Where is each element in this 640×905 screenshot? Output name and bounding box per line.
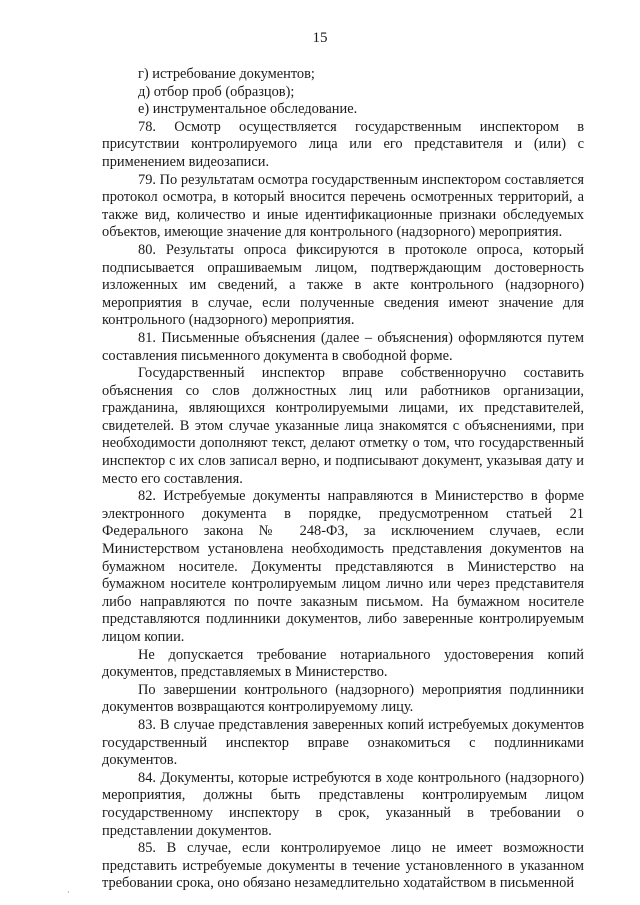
document-body <box>102 66 584 893</box>
list-item-document-request: г) истребование документов; <box>138 66 315 82</box>
paragraph-82: 82. Истребуемые документы направляются в Министерство в форме электронного документа в порядке, предусмотренном статьей 21 Федерального закона № 248-ФЗ, за исключением случаев, если Министерством установлена необходимость представления документов на бумажном носителе. Документы представляются в Министерство на бумажном носителе контролируемым лицом лично или через представителя либо направляются по почте заказным письмом. На бумажном носителе представляются подлинники документов, либо заверенные контролируемым лицом копии. <box>102 488 584 645</box>
page-number: 15 <box>312 30 328 46</box>
paragraph-79: 79. По результатам осмотра государственным инспектором составляется протокол осмотра, в который вносится перечень осмотренных территорий, а также вид, количество и иные идентификационные признаки обследуемых объектов, имеющие значение для контрольного (надзорного) мероприятия. <box>102 171 584 241</box>
list-item-instrumental-inspection: е) инструментальное обследование. <box>138 101 358 118</box>
paragraph-84: 84. Документы, которые истребуются в ходе контрольного (надзорного) мероприятия, должны быть представлены контролируемым лицом государственному инспектору в срок, указанный в требовании о представлении документов. <box>102 769 584 839</box>
paragraph-85: 85. В случае, если контролируемое лицо не имеет возможности представить истребуемые документы в течение установленного в указанном требовании срока, оно обязано незамедлительно ходатайством в письменной <box>102 840 584 892</box>
scan-dot-mark: · <box>67 888 70 897</box>
paragraph-80: 80. Результаты опроса фиксируются в протоколе опроса, который подписывается опрашиваемым лицом, подтверждающим достоверность изложенных им сведений, а также в акте контрольного (надзорного) мероприятия в случае, если полученные сведения имеют значение для контрольного (надзорного) мероприятия. <box>102 241 584 329</box>
paragraph-81: 81. Письменные объяснения (далее – объяснения) оформляются путем составления письменного документа в свободной форме. <box>102 329 584 364</box>
paragraph-83: 83. В случае представления заверенных копий истребуемых документов государственный инспектор вправе ознакомиться с подлинниками документов. <box>102 716 584 769</box>
paragraph-82-return: По завершении контрольного (надзорного) мероприятия подлинники документов возвращаются контролируемому лицу. <box>102 681 584 716</box>
paragraph-78: 78. Осмотр осуществляется государственным инспектором в присутствии контролируемого лица или его представителя и (или) с применением видеозаписи. <box>102 118 584 170</box>
paragraph-82-notary: Не допускается требование нотариального удостоверения копий документов, представляемых в Министерство. <box>102 646 584 681</box>
paragraph-81-inspector: Государственный инспектор вправе собственноручно составить объяснения со слов должностных лиц или работников организации, гражданина, являющихся контролируемыми лицами, их представителей, свидетелей. В этом случае указанные лица знакомятся с объяснениями, при необходимости дополняют текст, делают отметку о том, что государственный инспектор с их слов записал верно, и подписывают документ, указывая дату и место его составления. <box>102 365 584 487</box>
list-item-sampling: д) отбор проб (образцов); <box>138 83 295 100</box>
